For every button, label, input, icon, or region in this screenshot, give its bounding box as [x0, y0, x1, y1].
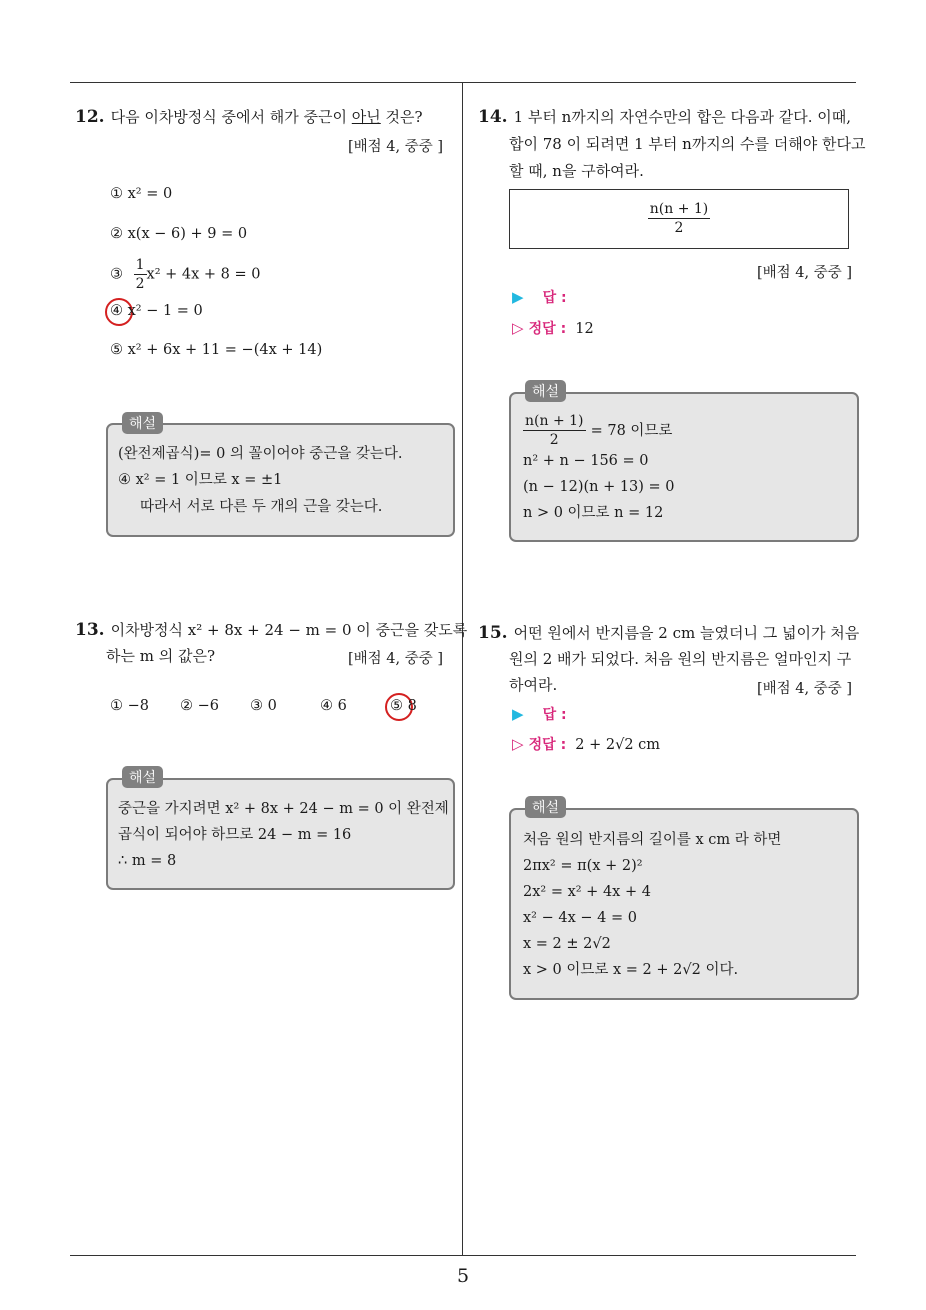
- column-divider: [462, 83, 463, 1256]
- q12-choice-3-fraction: $\frac{1}{2}$: [135, 257, 145, 292]
- q15-answer-label: 답 :: [542, 707, 567, 723]
- q14-solution-box: [509, 392, 859, 542]
- q12-solution-line-3: 따라서 서로 다른 두 개의 근을 갖는다.: [140, 499, 383, 515]
- q13-choice-4[interactable]: ④ 6: [320, 698, 347, 714]
- q13-choice-2[interactable]: ② −6: [180, 698, 219, 714]
- top-rule: [70, 82, 856, 83]
- outline-triangle-icon: ▷: [512, 735, 524, 753]
- q14-solution-line-1: $\frac{n(n + 1)}{2}$ = 78 이므로: [525, 413, 673, 448]
- q13-solution-tag: 해설: [122, 766, 163, 788]
- q14-number: 14.: [478, 107, 508, 127]
- q12-choice-4[interactable]: ④ x² − 1 = 0: [110, 303, 203, 319]
- q13-solution-line-2: 곱식이 되어야 하므로 24 − m = 16: [118, 827, 352, 843]
- q14-solution-line-3: (n − 12)(n + 13) = 0: [523, 479, 675, 495]
- q15-correct-row: [512, 732, 660, 758]
- q14-solution-tag: 해설: [525, 380, 566, 402]
- q15-number: 15.: [478, 623, 508, 643]
- bottom-rule: [70, 1255, 856, 1256]
- q12-number: 12.: [75, 107, 105, 127]
- q12-solution-line-2: ④ x² = 1 이므로 x = ±1: [118, 472, 283, 488]
- q14-question-line-2: 합이 78 이 되려면 1 부터 n까지의 수를 더해야 한다고: [509, 135, 866, 153]
- q12-meta: [배점 4, 중중 ]: [348, 139, 444, 155]
- q14-solution-line-2: n² + n − 156 = 0: [523, 453, 649, 469]
- q13-choice-3[interactable]: ③ 0: [250, 698, 277, 714]
- q14-question-line-3: 할 때, n을 구하여라.: [509, 162, 644, 180]
- q14-question-line-1: 14. 1 부터 n까지의 자연수만의 합은 다음과 같다. 이때,: [478, 107, 852, 127]
- q14-answer-label: 답 :: [542, 290, 567, 306]
- q13-solution-box: [106, 778, 455, 890]
- q15-solution-line-1: 처음 원의 반지름의 길이를 x cm 라 하면: [523, 832, 782, 848]
- q13-question-line-1: 13. 이차방정식 x² + 8x + 24 − m = 0 이 중근을 갖도록: [75, 620, 468, 640]
- q15-solution-tag: 해설: [525, 796, 566, 818]
- q13-question-line-2: 하는 m 의 값은?: [106, 647, 216, 665]
- outline-triangle-icon: ▷: [512, 319, 524, 337]
- q12-solution-tag: 해설: [122, 412, 163, 434]
- q13-meta: [배점 4, 중중 ]: [348, 651, 444, 667]
- q15-solution-line-6: x > 0 이므로 x = 2 + 2√2 이다.: [523, 962, 739, 978]
- q12-solution-line-1: (완전제곱식)= 0 의 꼴이어야 중근을 갖는다.: [118, 446, 403, 462]
- q13-solution-line-3: ∴ m = 8: [118, 853, 177, 869]
- q15-solution-line-3: 2x² = x² + 4x + 4: [523, 884, 651, 900]
- page-number: 5: [456, 1265, 470, 1287]
- q13-solution-line-1: 중근을 가지려면 x² + 8x + 24 − m = 0 이 완전제: [118, 801, 449, 817]
- q15-correct-label: 정답 :: [528, 737, 567, 753]
- q14-meta: [배점 4, 중중 ]: [757, 265, 853, 281]
- q13-choice-1[interactable]: ① −8: [110, 698, 149, 714]
- q15-solution-line-2: 2πx² = π(x + 2)²: [523, 858, 643, 874]
- q15-question-line-3: 하여라.: [509, 676, 558, 694]
- q14-correct-value: 12: [575, 321, 594, 337]
- q12-choice-3[interactable]: ③ $\frac{1}{2}$ x² + 4x + 8 = 0: [110, 257, 261, 292]
- q14-solution-line-4: n > 0 이므로 n = 12: [523, 505, 664, 521]
- q12-question: 12. 다음 이차방정식 중에서 해가 중근이 아닌 것은?: [75, 107, 423, 127]
- q15-question-line-2: 원의 2 배가 되었다. 처음 원의 반지름은 얼마인지 구: [509, 650, 852, 668]
- q15-correct-value: 2 + 2√2 cm: [575, 737, 661, 753]
- q12-underlined-word: 아닌: [351, 108, 381, 126]
- q15-solution-line-4: x² − 4x − 4 = 0: [523, 910, 637, 926]
- q12-choice-2[interactable]: ② x(x − 6) + 9 = 0: [110, 226, 248, 242]
- q12-choice-5[interactable]: ⑤ x² + 6x + 11 = −(4x + 14): [110, 342, 323, 358]
- q15-answer-row[interactable]: [512, 704, 567, 724]
- q12-choice-1[interactable]: ① x² = 0: [110, 186, 173, 202]
- q14-answer-row[interactable]: [512, 287, 567, 307]
- q15-solution-line-5: x = 2 ± 2√2: [523, 936, 611, 952]
- q13-choice-5[interactable]: ⑤ 8: [390, 698, 417, 714]
- q12-solution-box: [106, 423, 455, 537]
- q14-formula-fraction: $\frac{n(n + 1)}{2}$: [649, 201, 709, 236]
- q15-meta: [배점 4, 중중 ]: [757, 681, 853, 697]
- q13-number: 13.: [75, 620, 105, 640]
- q15-question-line-1: 15. 어떤 원에서 반지름을 2 cm 늘였더니 그 넓이가 처음: [478, 623, 860, 643]
- play-triangle-icon: ▶: [512, 705, 524, 723]
- q14-correct-label: 정답 :: [528, 321, 567, 337]
- q14-formula-box: [509, 189, 849, 249]
- q14-correct-row: [512, 316, 594, 342]
- q15-solution-box: [509, 808, 859, 1000]
- play-triangle-icon: ▶: [512, 288, 524, 306]
- q14-solution-fraction: $\frac{n(n + 1)}{2}$: [525, 413, 584, 448]
